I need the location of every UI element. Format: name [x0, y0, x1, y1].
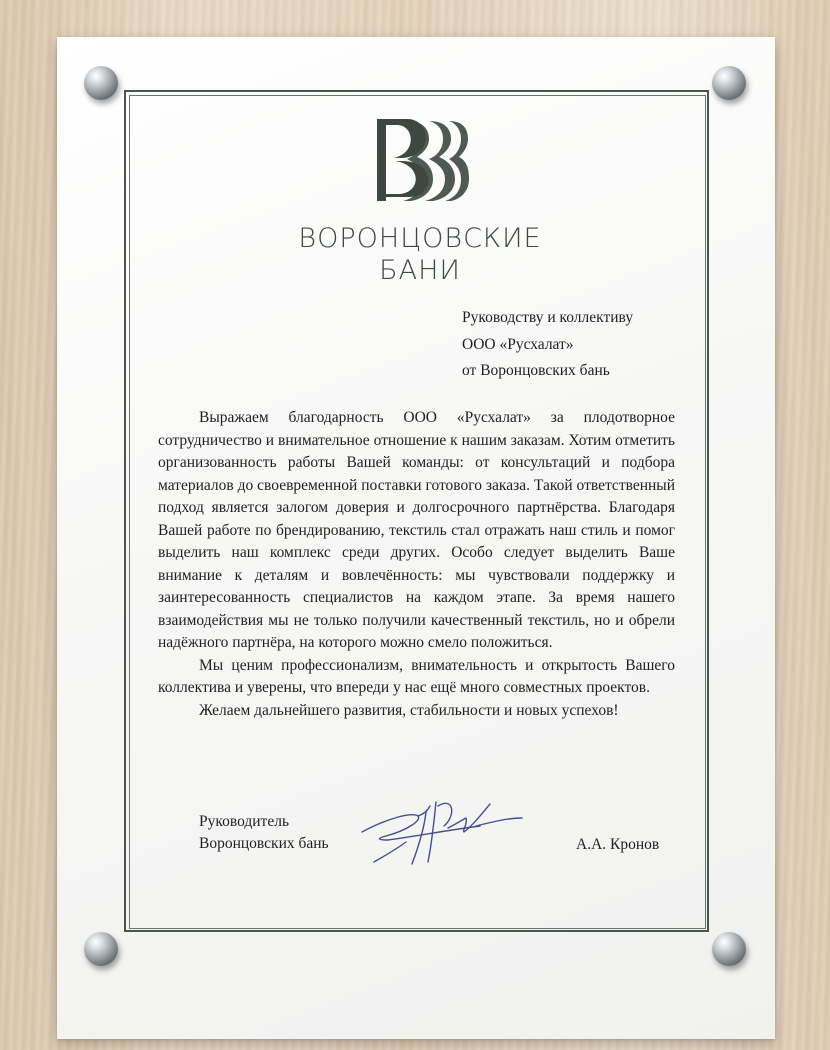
addressee-line3: от Воронцовских бань [462, 362, 610, 379]
brand-name-line2: БАНИ [379, 255, 461, 286]
letter-paragraph-3: Желаем дальнейшего развития, стабильности и новых успехов! [199, 701, 619, 719]
mounting-pin-top-left-icon [84, 66, 118, 100]
addressee-line1: Руководству и коллективу [462, 309, 634, 326]
signer-title-line2: Воронцовских бань [199, 835, 329, 852]
mounting-pin-bottom-left-icon [84, 932, 118, 966]
addressee-line2: ООО «Русхалат» [462, 336, 574, 353]
signer-name: А.А. Кронов [576, 836, 660, 853]
handwritten-signature-icon [358, 796, 524, 872]
mounting-pin-bottom-right-icon [712, 932, 746, 966]
mounting-pin-top-right-icon [712, 66, 746, 100]
letter-body [158, 407, 675, 722]
letter-paragraph-2: Мы ценим профессионализм, внимательность и открытость Вашего коллектива и уверены, что впереди у нас ещё много совместных проектов. [158, 656, 675, 696]
brand-name-line1: ВОРОНЦОВСКИЕ [298, 223, 542, 254]
signer-title-line1: Руководитель [199, 813, 290, 830]
vb-logo-icon [373, 117, 469, 203]
letter-paragraph-1: Выражаем благодарность ООО «Русхалат» за плодотворное сотрудничество и внимательное отношение к нашим заказам. Хотим отметить организованность работы Вашей команды: от консультаций и подбора материалов до своевременной поставки готового заказа. Такой ответственный подход является залогом доверия и долгосрочного партнёрства. Благодаря Вашей работе по брендированию, текстиль стал отражать наш стиль и помог выделить наш комплекс среди других. Особо следует выделить Ваше внимание к деталям и вовлечённость: мы чувствовали поддержку и заинтересованность специалистов на каждом этапе. За время нашего взаимодействия мы не только получили качественный текстиль, но и обрели надёжного партнёра, на которого можно смело положиться. [158, 409, 675, 651]
